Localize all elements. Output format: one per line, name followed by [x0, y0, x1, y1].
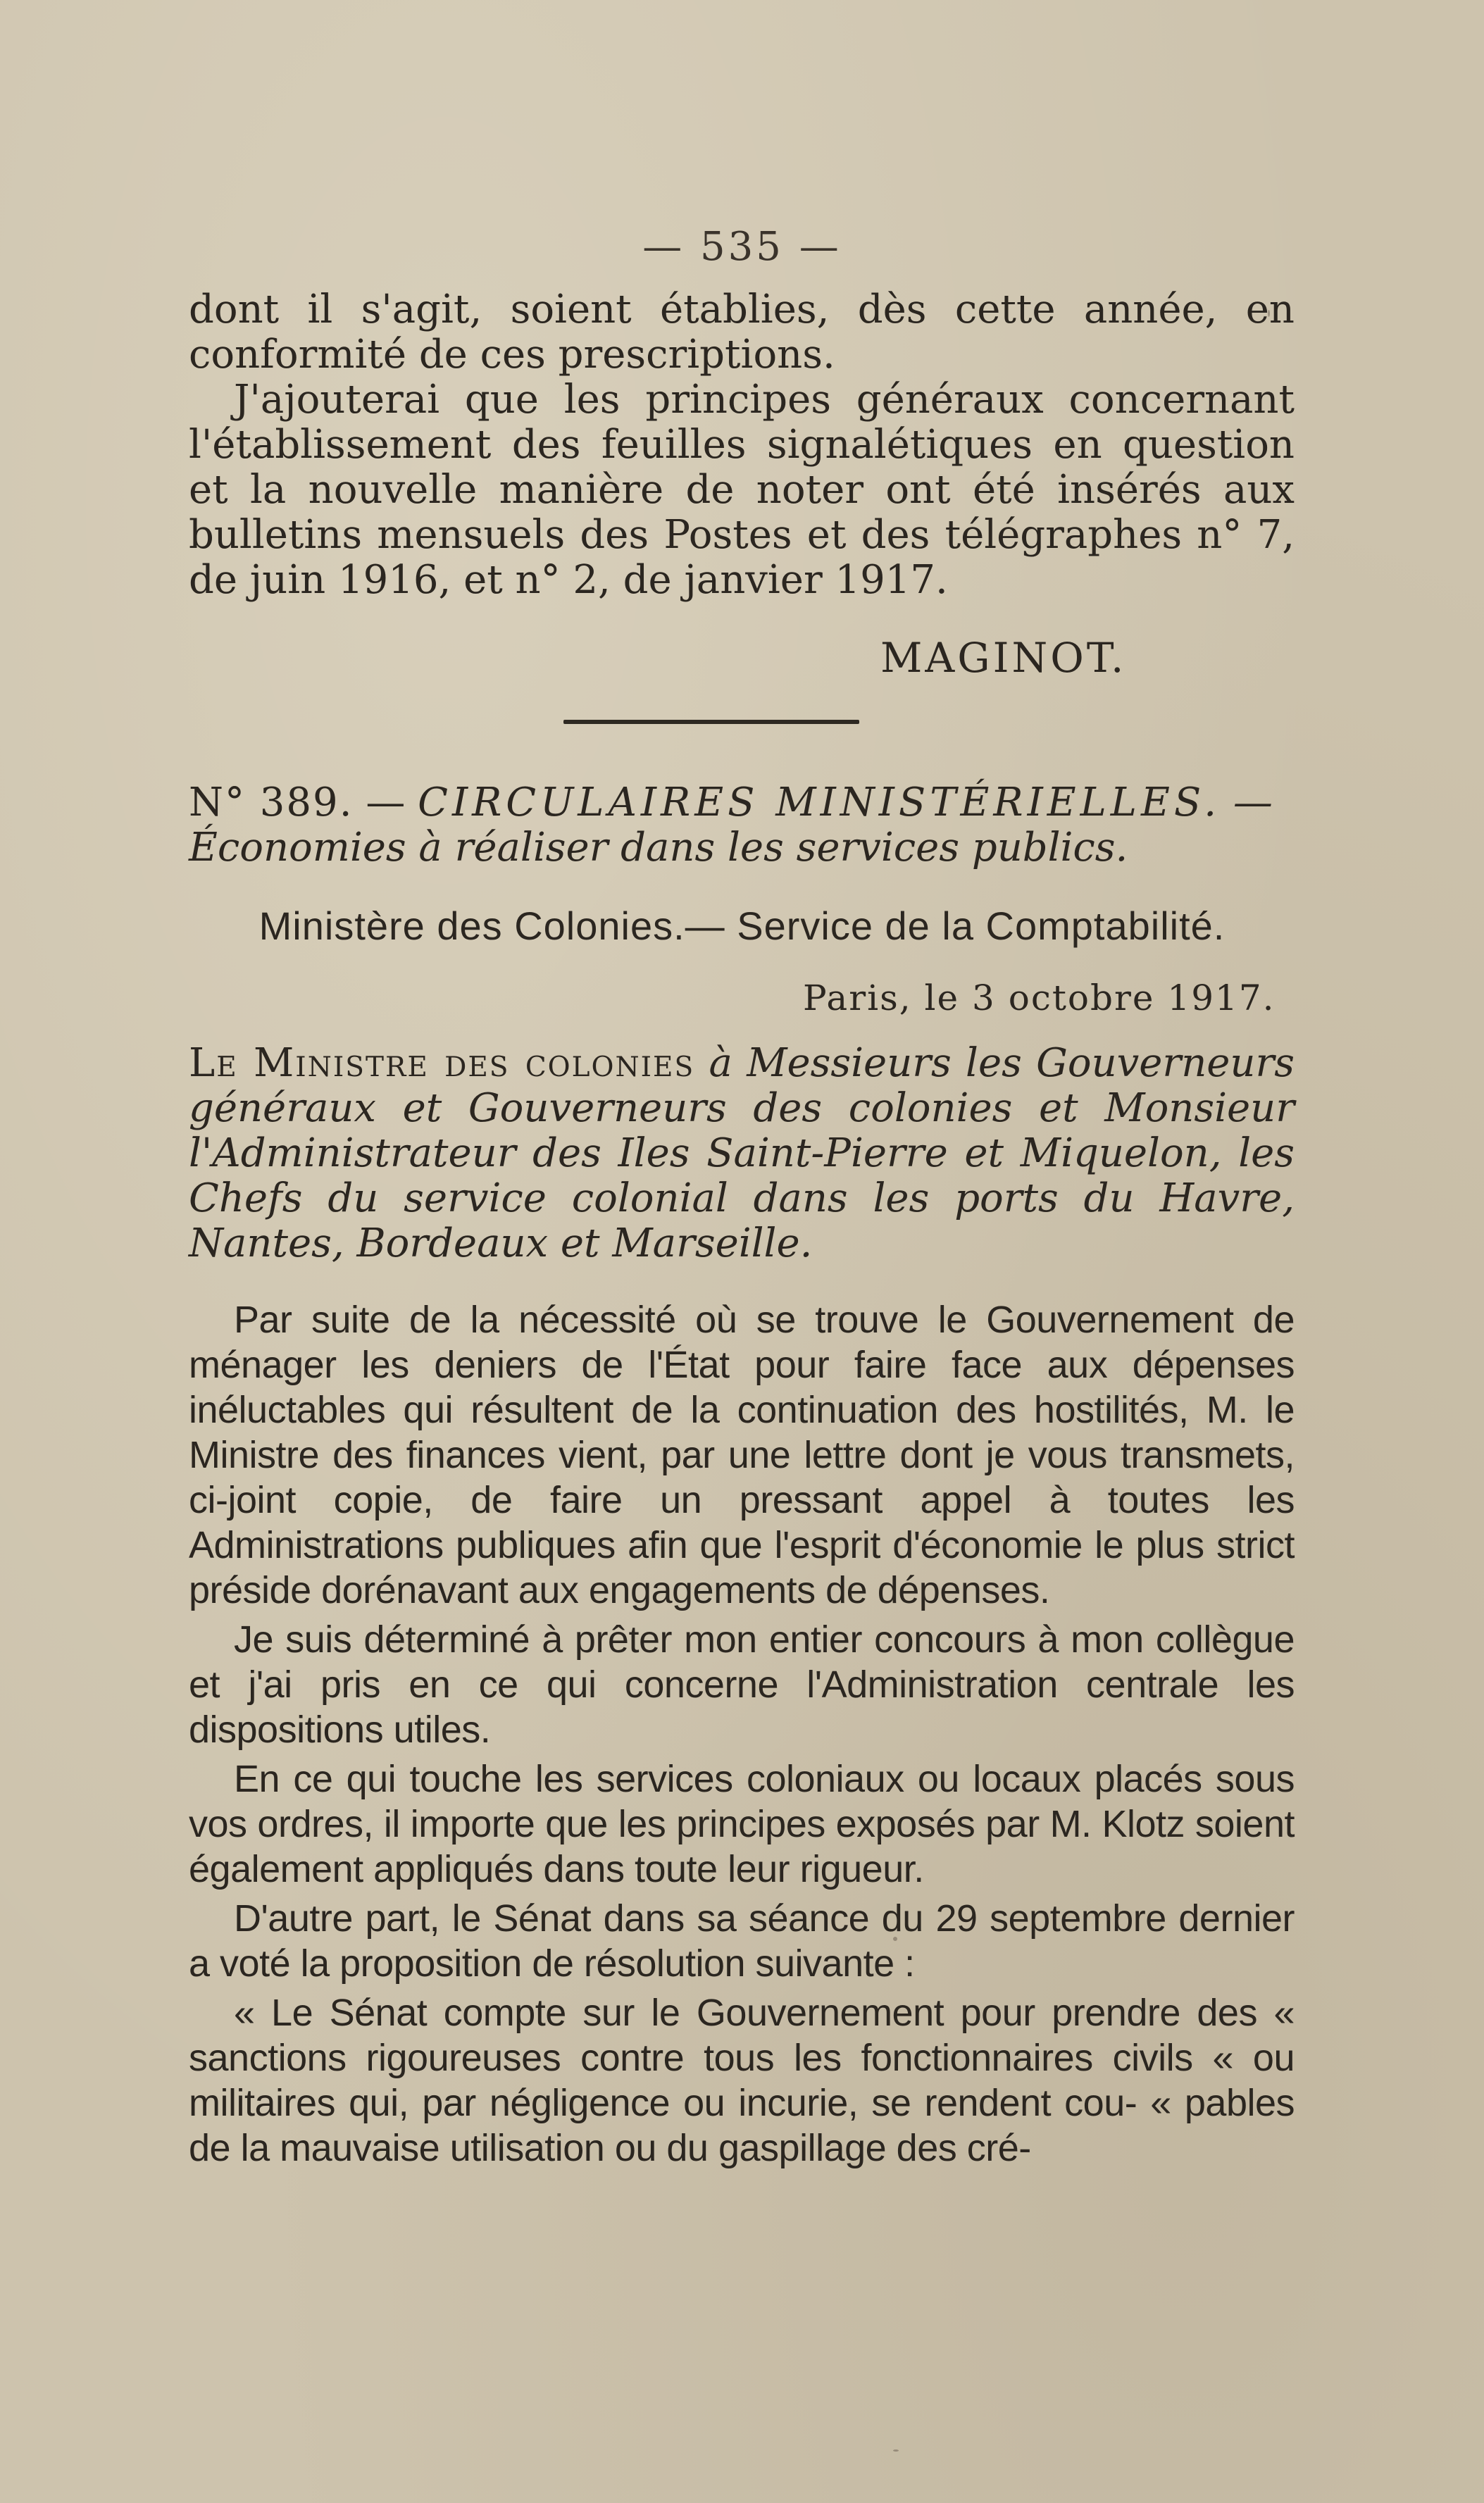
body-paragraph-1: Par suite de la nécessité où se trouve le Gouvernement de ménager les deniers de l'État pour faire face aux dépenses inéluctables qui résultent de la continuation des hostilités, M. le Ministre des finances vient, par une lettre dont je vous transmets, ci-joint copie, de faire un pressant appel à toutes les Administrations publiques afin que l'esprit d'économie le plus strict préside dorénavant aux engagements de dépenses.: [189, 1299, 1295, 1611]
page-number: — 535 —: [642, 224, 842, 270]
intro-paragraph-1: dont il s'agit, soient établies, dès cette année, en conformité de ces prescriptions.: [189, 287, 1295, 377]
paper-speck: [1268, 310, 1270, 317]
body-quote: « Le Sénat compte sur le Gouvernement pour prendre des « sanctions rigoureuses contre tous les fonctionnaires civils « ou militaires qui, par négligence ou incurie, se rendent cou- « pables de la mauvaise utilisation ou du gaspillage des cré-: [189, 1992, 1295, 2169]
address-sender: Le Ministre des colonies: [189, 1040, 695, 1086]
circular-body: [189, 1297, 1295, 2175]
intro-paragraph-2: J'ajouterai que les principes généraux concernant l'établissement des feuilles signalétiques en question et la nouvelle manière de noter ont été insérés aux bulletins mensuels des Postes et des télégraphes n° 7, de juin 1916, et n° 2, de janvier 1917.: [189, 377, 1295, 603]
circular-heading-block: [189, 780, 1295, 870]
intro-section: [189, 287, 1295, 603]
address-recipients: à Messieurs les Gouverneurs généraux et Gouverneurs des colonies et Monsieur l'Administrateur des Iles Saint-Pierre et Miquelon, les Chefs du service colonial dans les ports du Havre, Nantes, Bordeaux et Marseille.: [189, 1040, 1295, 1266]
circular-title: CIRCULAIRES MINISTÉRIELLES.: [418, 780, 1221, 825]
paper-speck: [893, 2449, 899, 2452]
heading-dash: —: [366, 780, 406, 825]
circular-subject: — Économies à réaliser dans les services publics.: [189, 780, 1273, 870]
ministry-line: Ministère des Colonies.— Service de la Comptabilité.: [258, 904, 1226, 948]
body-paragraph-3: En ce qui touche les services coloniaux ou locaux placés sous vos ordres, il importe que les principes exposés par M. Klotz soient également appliqués dans toute leur rigueur.: [189, 1758, 1295, 1890]
circular-heading: [189, 780, 1295, 870]
section-divider: [563, 720, 859, 724]
signature: MAGINOT.: [880, 634, 1127, 682]
address-block: [189, 1041, 1295, 1266]
paper-speck: [893, 1937, 897, 1941]
circular-number: N° 389.: [189, 780, 354, 825]
dateline: Paris, le 3 octobre 1917.: [803, 978, 1276, 1018]
address-paragraph: [189, 1041, 1295, 1266]
body-paragraph-4: D'autre part, le Sénat dans sa séance du 29 septembre dernier a voté la proposition de résolution suivante :: [189, 1897, 1295, 1985]
body-paragraph-2: Je suis déterminé à prêter mon entier concours à mon collègue et j'ai pris en ce qui concerne l'Administration centrale les dispositions utiles.: [189, 1618, 1295, 1751]
